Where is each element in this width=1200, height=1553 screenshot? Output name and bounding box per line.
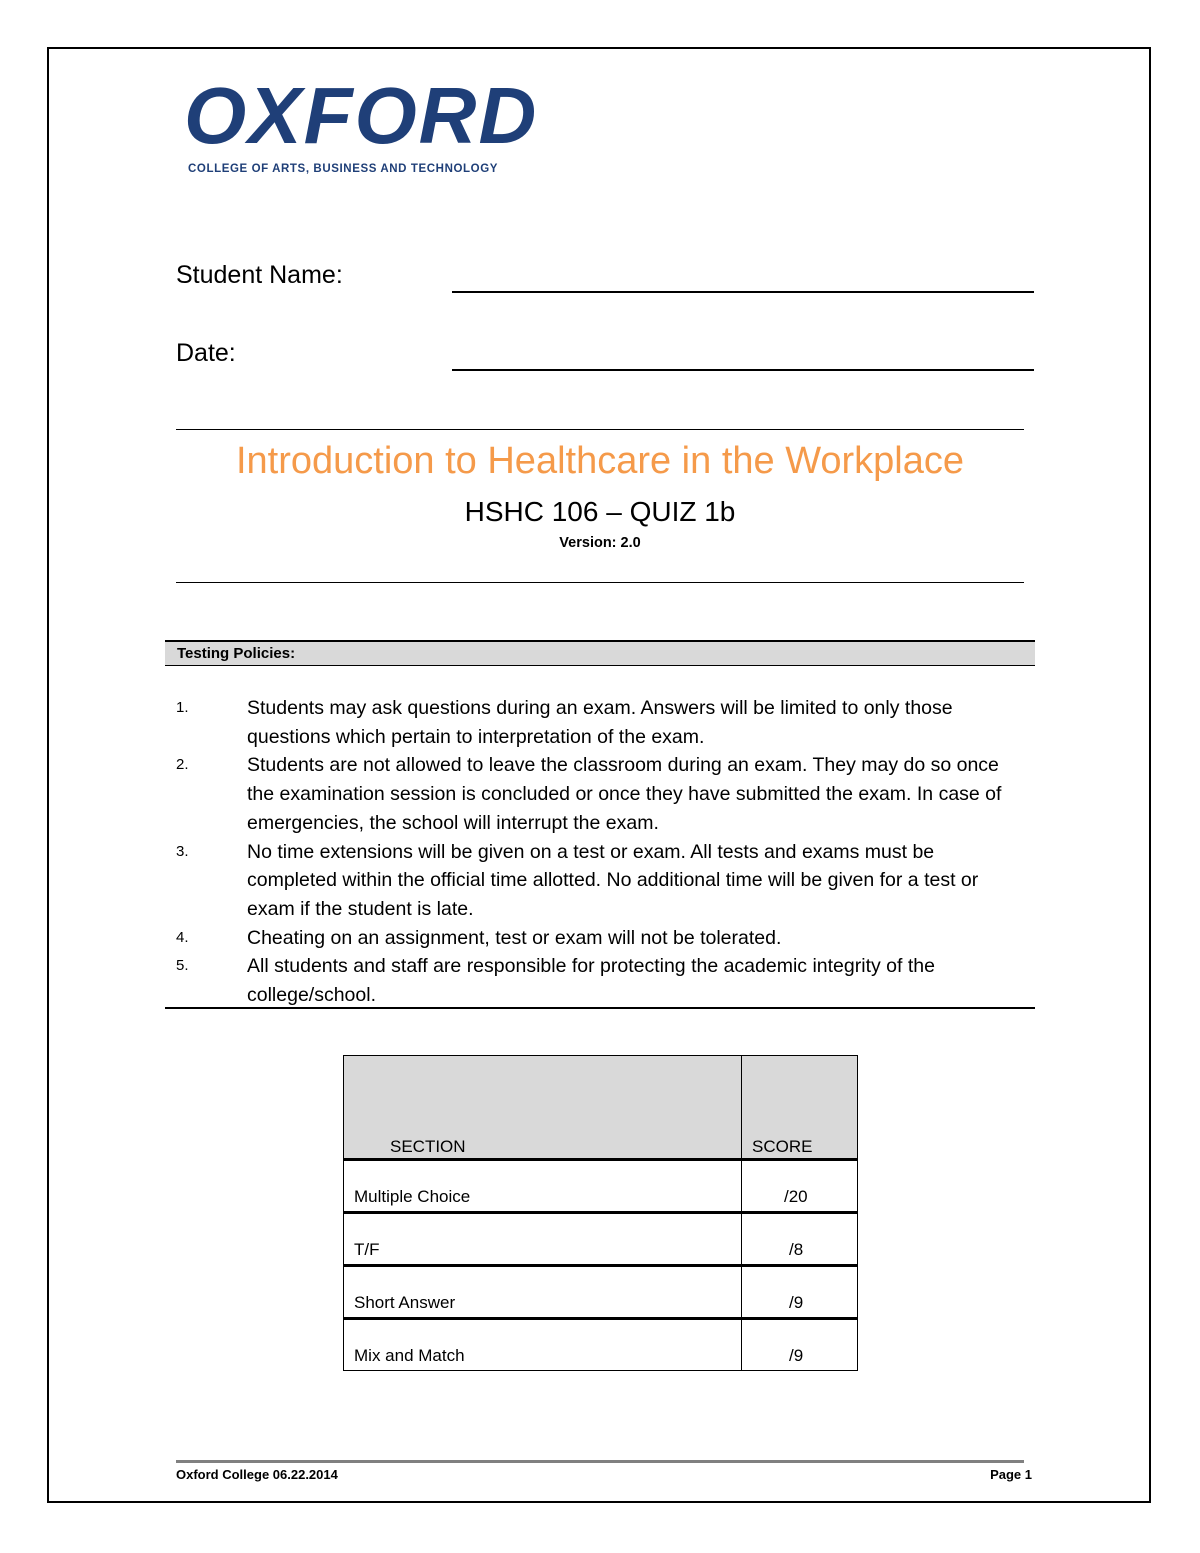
policy-item xyxy=(176,694,1026,751)
table-row xyxy=(344,1267,857,1320)
policy-number: 4. xyxy=(176,928,189,946)
section-name: Multiple Choice xyxy=(354,1187,471,1206)
section-score[interactable]: /9 xyxy=(789,1293,804,1312)
student-name-line[interactable] xyxy=(452,291,1034,293)
oxford-logo-wordmark: OXFORD xyxy=(184,71,539,160)
table-row xyxy=(344,1214,857,1267)
policy-text: Students may ask questions during an exam. Answers will be limited to only those questions which pertain to interpretation of the exam. xyxy=(247,697,953,748)
footer-page-number: Page 1 xyxy=(990,1467,1032,1482)
policy-text: No time extensions will be given on a test or exam. All tests and exams must be completed within the official time allotted. No additional time will be given for a test or exam if the student is late. xyxy=(247,840,979,920)
policy-text: All students and staff are responsible for protecting the academic integrity of the college/school. xyxy=(247,955,935,1007)
version-label: Version: 2.0 xyxy=(559,535,641,551)
date-line[interactable] xyxy=(452,369,1034,371)
date-label: Date: xyxy=(176,339,236,367)
policy-text: Cheating on an assignment, test or exam will not be tolerated. xyxy=(247,926,782,949)
table-column-divider xyxy=(741,1056,742,1370)
policies-bottom-rule xyxy=(165,1007,1035,1009)
policy-item xyxy=(176,751,1026,837)
score-table-header xyxy=(344,1056,857,1161)
section-name: Mix and Match xyxy=(354,1346,465,1365)
table-row xyxy=(344,1320,857,1370)
section-name: T/F xyxy=(354,1240,380,1259)
table-row xyxy=(344,1161,857,1214)
title-top-rule xyxy=(176,429,1024,430)
section-score[interactable]: /20 xyxy=(784,1187,808,1206)
section-name: Short Answer xyxy=(354,1293,456,1312)
oxford-logo-tagline: COLLEGE OF ARTS, BUSINESS AND TECHNOLOGY xyxy=(188,163,499,175)
score-table xyxy=(343,1055,858,1371)
policy-number: 5. xyxy=(176,957,189,975)
policy-number: 3. xyxy=(176,842,189,860)
section-score[interactable]: /8 xyxy=(789,1240,804,1259)
policy-item xyxy=(176,952,1026,1009)
testing-policies-list xyxy=(176,694,1026,1010)
policy-item xyxy=(176,838,1026,924)
footer-rule xyxy=(176,1460,1024,1463)
testing-policies-header: Testing Policies: xyxy=(177,645,296,662)
policy-number: 1. xyxy=(176,699,189,716)
course-code: HSHC 106 – QUIZ 1b xyxy=(464,496,736,527)
student-name-label: Student Name: xyxy=(176,261,343,289)
section-column-header: SECTION xyxy=(390,1137,466,1156)
policy-number: 2. xyxy=(176,756,189,774)
policy-text: Students are not allowed to leave the classroom during an exam. They may do so once the examination session is concluded or once they have submitted the exam. In case of emergencies, the school will interrupt the exam. xyxy=(247,754,1002,834)
testing-policies-header-bar xyxy=(165,640,1035,666)
score-column-header: SCORE xyxy=(752,1137,813,1156)
title-bottom-rule xyxy=(176,582,1024,583)
page-title: Introduction to Healthcare in the Workplace xyxy=(235,440,965,482)
footer-college-date: Oxford College 06.22.2014 xyxy=(176,1467,338,1482)
policy-item xyxy=(176,924,1026,953)
section-score[interactable]: /9 xyxy=(789,1346,804,1365)
